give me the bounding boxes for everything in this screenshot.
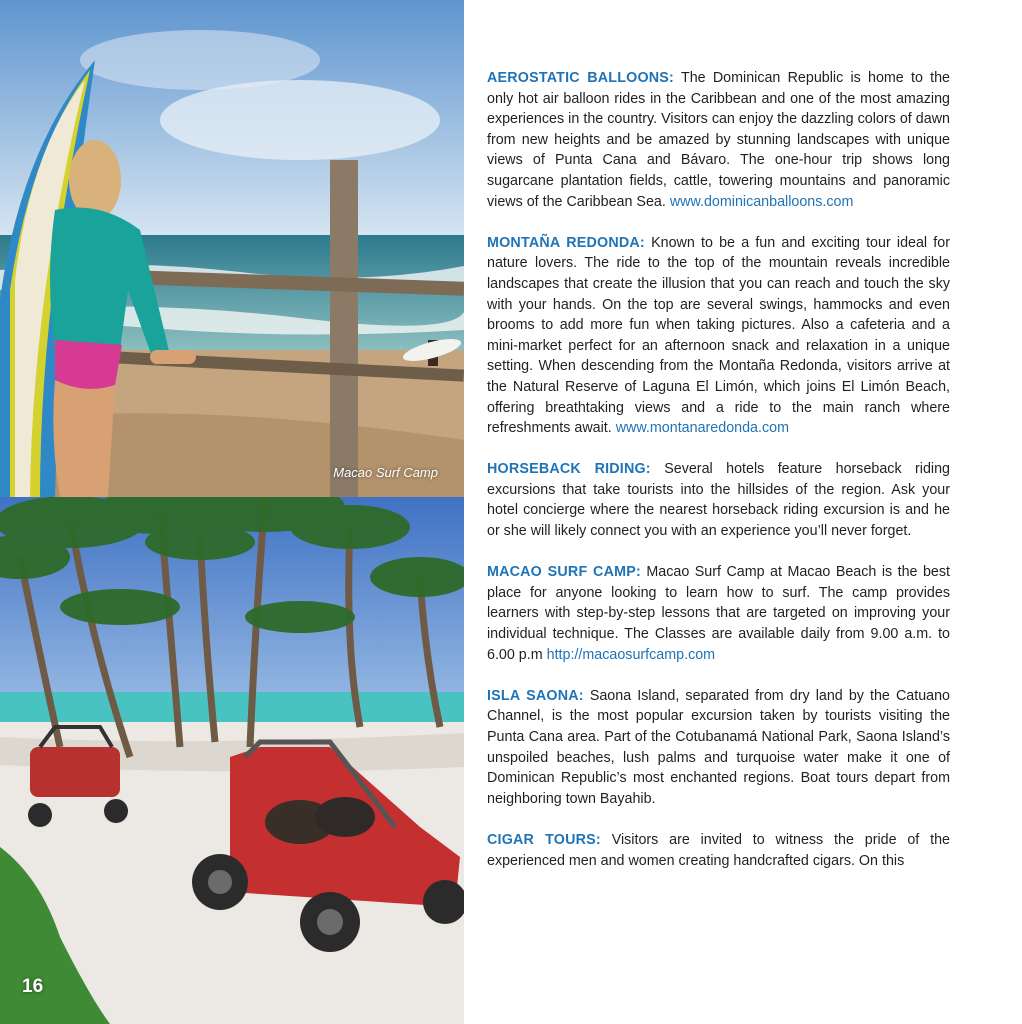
section-isla-saona	[487, 686, 950, 810]
section-aerostatic-balloons	[487, 68, 950, 212]
surf-camp-photo	[0, 0, 464, 497]
section-link[interactable]: www.dominicanballoons.com	[669, 193, 854, 210]
surf-scene-illustration	[0, 0, 464, 497]
photo-caption: Macao Surf Camp	[333, 465, 438, 480]
section-body: Saona Island, separated from dry land by the Catuano Channel, is the most popular excursion taken by tourists visiting the Punta Cana area. Part of the Cotubanamá National Park, Saona Island’s unspoiled beaches, lush palms and turquoise water make it one of Dominican Republic’s most enchanted regions. Boat tours depart from neighboring town Bayahib.	[487, 687, 951, 807]
fence-post	[330, 160, 358, 497]
section-heading: HORSEBACK RIDING:	[487, 461, 651, 478]
lagoon	[0, 692, 464, 727]
section-heading: AEROSTATIC BALLOONS:	[487, 70, 675, 86]
swimsuit	[55, 340, 122, 389]
section-body: Several hotels feature horseback riding excursions that take tourists into the hillsides of the region. Ask your hotel concierge where the nearest horseback riding excursion is and he or she will likely connect you with an experience you’ll never forget.	[487, 461, 950, 540]
section-montana-redonda	[487, 233, 950, 439]
section-macao-surf-camp	[487, 562, 950, 665]
buggy-scene-illustration	[0, 497, 464, 1024]
cloud	[80, 30, 320, 90]
arm	[150, 350, 196, 364]
section-heading: ISLA SAONA:	[487, 687, 584, 704]
section-heading: MACAO SURF CAMP:	[487, 564, 641, 581]
section-link[interactable]: http://macaosurfcamp.com	[546, 646, 716, 663]
section-cigar-tours	[487, 830, 950, 871]
section-heading: CIGAR TOURS:	[487, 831, 601, 848]
section-link[interactable]: www.montanaredonda.com	[615, 420, 789, 437]
section-body: Known to be a fun and exciting tour ideal for nature lovers. The ride to the top of the mountain reveals incredible landscapes that create the illusion that you can reach and touch the sky with your hands. On the top are several swings, hammocks and even brooms to add more fun when taking pictures. Also a cafeteria and a mini-market perfect for an afternoon snack and relaxation in a unique setting. When descending from the Montaña Redonda, visitors arrive at the Natural Reserve of Laguna El Limón, which joins El Limón Beach, offering breathtaking views and a ride to the main ranch where refreshments await.	[487, 234, 950, 437]
section-body: Visitors are invited to witness the pride of the experienced men and women creating handcrafted cigars. On this	[487, 831, 950, 869]
section-body: The Dominican Republic is home to the only hot air balloon rides in the Caribbean and one of the most amazing experiences in the country. Visitors can enjoy the dazzling colors of dawn from new heights and be amazed by stunning landscapes with unique views of Punta Cana and Bávaro. The one-hour trip shows long sugarcane plantation fields, cattle, towering mountains and panoramic views of the Caribbean Sea.	[487, 70, 950, 210]
section-heading: MONTAÑA REDONDA:	[487, 234, 645, 251]
page-number: 16	[22, 976, 44, 997]
legs	[53, 380, 115, 497]
cloud	[160, 80, 440, 160]
buggy-beach-photo	[0, 497, 464, 1024]
section-body: Macao Surf Camp at Macao Beach is the best place for anyone looking to learn how to surf. The camp provides learners with step-by-step lessons that are targeted on improving your individual technique. The Classes are available daily from 9.00 a.m. to 6.00 p.m	[487, 564, 950, 663]
section-horseback-riding	[487, 459, 950, 541]
article-text-column	[487, 68, 950, 892]
